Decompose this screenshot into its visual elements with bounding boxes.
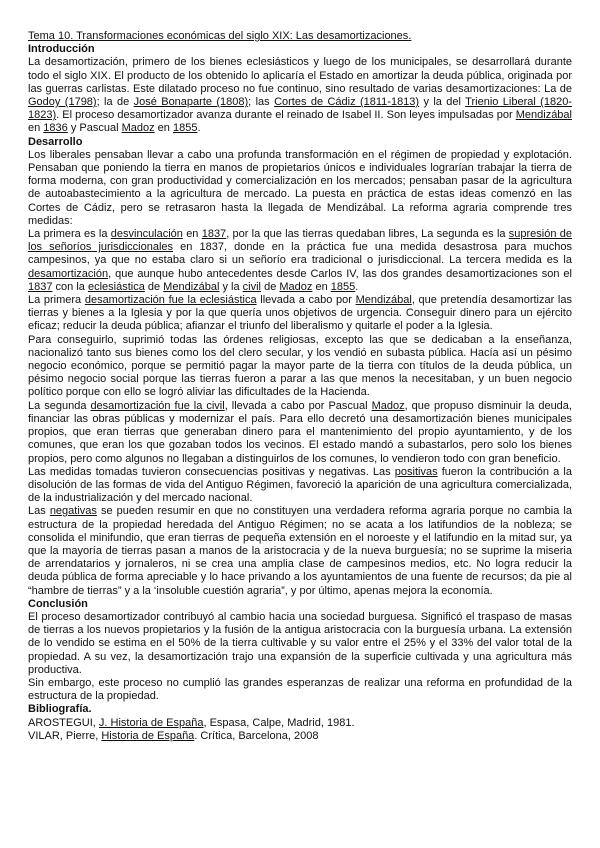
- term-desvinculacion: desvinculación: [110, 228, 183, 241]
- link-jose-bonaparte: José Bonaparte (1808): [133, 96, 249, 109]
- desarrollo-paragraph-4: Para conseguirlo, suprimió todas las órdenes religiosas, excepto las que se dedicaban a la enseñanza, nacionalizó tanto sus bienes como los del clero secular, y los vendió en subasta pública. Hacía así un pésimo negocio económico, porque se permitió pagar la mayor parte de la tierra con títulos de la deuda pública, un pésimo negocio social porque las tierras fueron a parar a las que menos la necesitaban, y un buen negocio político porque con ello se logró aliviar las dificultades de la Hacienda.: [28, 333, 572, 399]
- year-1855: 1855: [172, 122, 198, 135]
- intro-heading: Introducción: [28, 43, 95, 56]
- conclusion-paragraph-1: El proceso desamortizador contribuyó al cambio hacia una sociedad burguesa. Significó el traspaso de masas de tierras a los nuevos propietarios y la fusión de la antigua aristocracia con la burguesía urbana. La extensión de lo vendido se estima en el 50% de la tierra cultivable y su valor entre el 25% y el 33% del valor total de la propiedad. A su vez, la desamortización trajo una expansión de la superficie cultivada y una agricultura más productiva.: [28, 610, 572, 676]
- conclusion-heading: Conclusión: [28, 597, 88, 610]
- year-1836: 1836: [43, 122, 68, 135]
- bibliography-title: J. Historia de España: [98, 716, 204, 729]
- link-cortes-cadiz: Cortes de Cádiz (1811-1813): [274, 96, 420, 109]
- link-madoz: Madoz: [121, 122, 155, 135]
- term-positivas: positivas: [394, 465, 438, 478]
- document-title: Tema 10. Transformaciones económicas del siglo XIX: Las desamortizaciones.: [28, 30, 412, 42]
- term-negativas: negativas: [49, 505, 97, 518]
- desarrollo-heading: Desarrollo: [28, 135, 83, 148]
- link-mendizabal: Mendizábal: [163, 280, 220, 293]
- desarrollo-paragraph-6: Las medidas tomadas tuvieron consecuencias positivas y negativas. Las positivas fueron la contribución a la disolución de las formas de vida del Antiguo Régimen, favoreció la aparición de una agricultura comercializada, de la industrialización y del mercado nacional.: [28, 465, 572, 505]
- bibliography-title: Historia de España: [101, 729, 195, 742]
- link-godoy: Godoy (1798): [28, 96, 97, 109]
- desarrollo-paragraph-5: La segunda desamortización fue la civil, llevada a cabo por Pascual Madoz, que propuso disminuir la deuda, financiar las obras públicas y modernizar el país. Para ello decretó una desamortización bienes municipales propios, que eran tierras que generaban dinero para el mantenimiento del propio ayuntamiento, y de los comunes, que eran los que gozaban todos los vecinos. El estado mandó a subastarlos, pero solo los bienes propios, pero como algunos no llegaban a distinguirlos de los comunes, lo vendieron todo con gran beneficio.: [28, 399, 572, 465]
- term-desamortizacion-eclesiastica: desamortización fue la eclesiástica: [84, 294, 257, 307]
- term-eclesiastica: eclesiástica: [87, 280, 145, 293]
- desarrollo-paragraph-2: La primera es la desvinculación en 1837, por la que las tierras quedaban libres, La segunda es la supresión de los señoríos jurisdiccionales en 1837, donde en la práctica fue una medida desastrosa para muchos campesinos, ya que no estaba claro si un señorío era tradicional o jurisdiccional. La tercera medida es la desamortización, que aunque hubo antecedentes desde Carlos IV, las dos grandes desamortizaciones son el 1837 con la eclesiástica de Mendizábal y la civil de Madoz en 1855.: [28, 228, 572, 293]
- link-trienio-liberal: Trienio Liberal (1820-1823): [28, 96, 572, 122]
- link-madoz: Madoz: [371, 399, 405, 412]
- link-mendizabal: Mendizábal: [515, 109, 572, 122]
- term-desamortizacion-civil: desamortización fue la civil: [90, 399, 225, 412]
- term-supresion-senorios: supresión de los señoríos jurisdiccionales: [28, 228, 572, 254]
- bibliografia-heading: Bibliografía.: [28, 703, 92, 716]
- bibliography-entry: AROSTEGUI, J. Historia de España, Espasa, Calpe, Madrid, 1981.: [28, 716, 355, 729]
- year-1837: 1837: [28, 280, 53, 293]
- intro-paragraph: La desamortización, primero de los bienes eclesiásticos y luego de los municipales, se desarrollará durante todo el siglo XIX. El producto de los obtenido lo aplicaría el Estado en amortizar la deuda pública, originada por las guerras carlistas. Este dilatado proceso no fue continuo, sino resultado de varias desamortizaciones: La de Godoy (1798); la de José Bonaparte (1808); las Cortes de Cádiz (1811-1813) y la del Trienio Liberal (1820-1823). El proceso desamortizador avanza durante el reinado de Isabel II. Son leyes impulsadas por Mendizábal en 1836 y Pascual Madoz en 1855.: [28, 56, 572, 135]
- desarrollo-paragraph-3: La primera desamortización fue la eclesiástica llevada a cabo por Mendizábal, que pretendía desamortizar las tierras y bienes a la Iglesia y por la que quería unos objetivos de urgencia. Conseguir dinero para un ejército eficaz; reducir la deuda pública; afianzar el triunfo del liberalismo y quitarle el poder a la Iglesia.: [28, 294, 572, 333]
- year-1837: 1837: [201, 228, 227, 241]
- conclusion-paragraph-2: Sin embargo, este proceso no cumplió las grandes esperanzas de realizar una reforma en profundidad de la estructura de la propiedad.: [28, 676, 572, 703]
- year-1855: 1855: [330, 280, 356, 293]
- desarrollo-paragraph-7: Las negativas se pueden resumir en que no constituyen una verdadera reforma agraria porque no cambia la estructura de la propiedad heredada del Antiguo Régimen; no se acata a los latifundios de la nobleza; se consolida el minifundio, que eran tierras de pequeña extensión en el noroeste y el latifundio en la mitad sur, ya que la mayoría de tierras pasan a manos de la aristocracia y de la nueva burguesía; no se suprime la miseria de arrendatarios y jornaleros, ni se crea una amplia clase de campesinos medios, etc. No logra reducir la deuda pública de forma apreciable y lo hace privando a los ayuntamientos de una fuente de recursos; da pie al “hambre de tierras” y a la ‘insoluble cuestión agraria”, y por último, apenas mejora la economía.: [28, 505, 572, 597]
- link-mendizabal: Mendizábal: [355, 294, 412, 307]
- bibliography-entry: VILAR, Pierre, Historia de España. Crítica, Barcelona, 2008: [28, 729, 319, 742]
- desarrollo-paragraph-1: Los liberales pensaban llevar a cabo una profunda transformación en el régimen de propiedad y explotación. Pensaban que poniendo la tierra en manos de propietarios únicos e individuales lograrían trabajar la tierra de forma moderna, con gran productividad y comercialización en los mercados; pensaban pasar de la agricultura de autoabastecimiento a la agricultura de mercado. La puesta en práctica de estas ideas comenzó en las Cortes de Cádiz, pero se retrasaron hasta la llegada de Mendizábal. La reforma agraria comprende tres medidas:: [28, 148, 572, 227]
- term-desamortizacion: desamortización: [28, 267, 109, 280]
- link-madoz: Madoz: [279, 280, 313, 293]
- term-civil: civil: [242, 280, 262, 293]
